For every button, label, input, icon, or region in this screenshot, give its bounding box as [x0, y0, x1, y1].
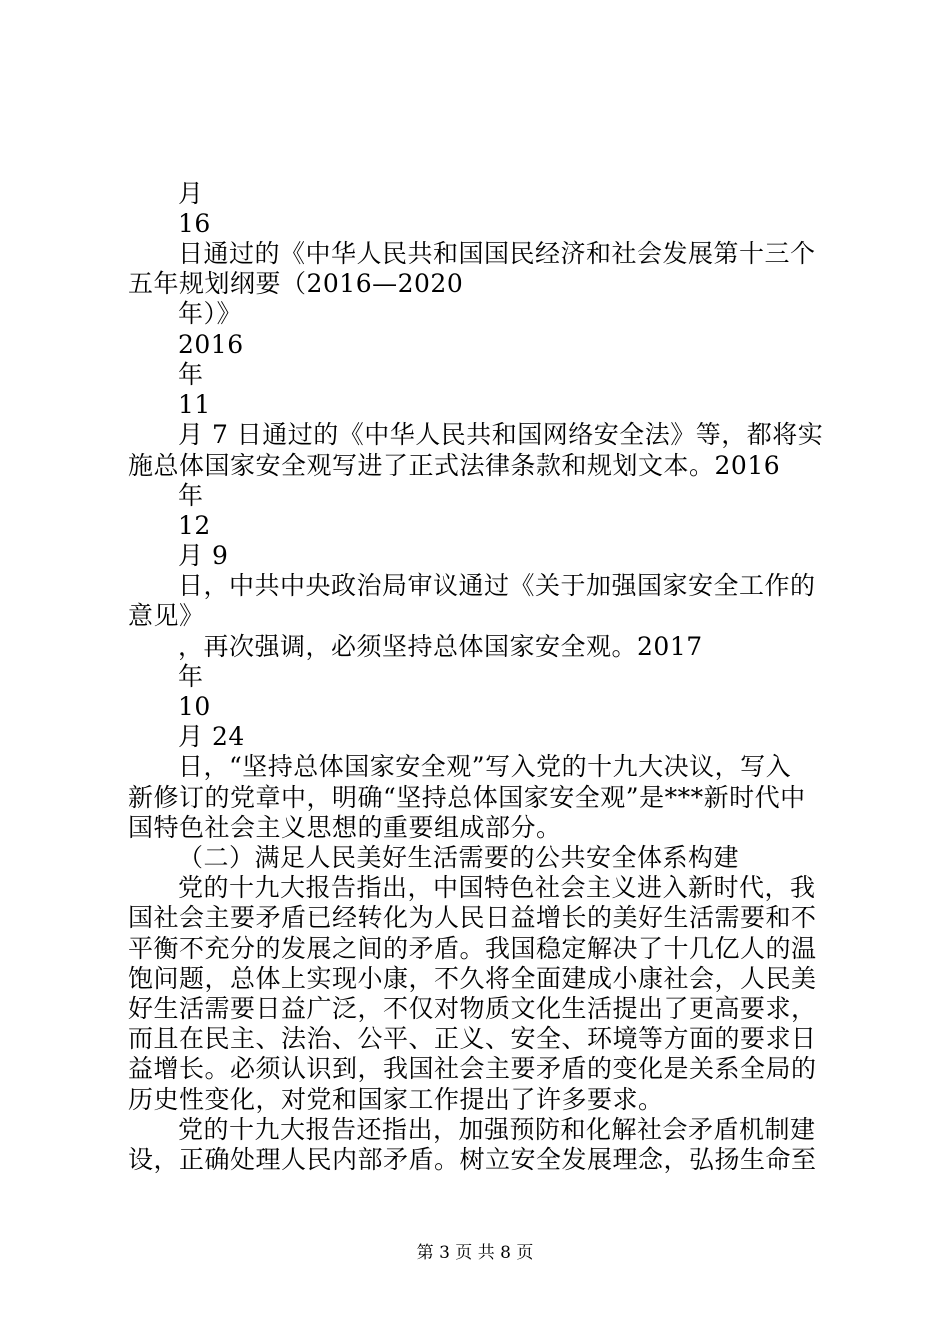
text-line: 而且在民主、法治、公平、正义、安全、环境等方面的要求日	[128, 1024, 817, 1053]
text-line: 党的十九大报告指出，中国特色社会主义进入新时代，我	[178, 873, 816, 902]
text-line: 五年规划纲要（2016—2020	[128, 269, 464, 298]
section-heading: （二）满足人民美好生活需要的公共安全体系构建	[178, 843, 740, 872]
text-line: 施总体国家安全观写进了正式法律条款和规划文本。2016	[128, 451, 781, 480]
text-line: ，再次强调，必须坚持总体国家安全观。2017	[178, 632, 703, 661]
text-line: 年	[178, 360, 204, 389]
text-line: 新修订的党章中，明确“坚持总体国家安全观”是***新时代中	[128, 783, 806, 812]
text-line: 饱问题，总体上实现小康，不久将全面建成小康社会，人民美	[128, 964, 817, 993]
text-line: 年	[178, 662, 204, 691]
text-line: 平衡不充分的发展之间的矛盾。我国稳定解决了十几亿人的温	[128, 934, 817, 963]
text-line: 国特色社会主义思想的重要组成部分。	[128, 813, 562, 842]
text-line: 月 9	[178, 541, 229, 570]
text-line: 月	[178, 179, 204, 208]
text-line: 日，“坚持总体国家安全观”写入党的十九大决议，写入	[178, 752, 792, 781]
text-line: 10	[178, 692, 211, 721]
text-line: 16	[178, 209, 211, 238]
text-line: 年	[178, 481, 204, 510]
text-line: 益增长。必须认识到，我国社会主要矛盾的变化是关系全局的	[128, 1054, 817, 1083]
text-line: 党的十九大报告还指出，加强预防和化解社会矛盾机制建	[178, 1115, 816, 1144]
text-line: 月 24	[178, 722, 245, 751]
page-footer: 第 3 页 共 8 页	[416, 1243, 534, 1263]
text-line: 日通过的《中华人民共和国国民经济和社会发展第十三个	[178, 239, 816, 268]
text-line: 年）》	[178, 299, 243, 328]
text-line: 日，中共中央政治局审议通过《关于加强国家安全工作的	[178, 571, 816, 600]
text-line: 历史性变化，对党和国家工作提出了许多要求。	[128, 1085, 664, 1114]
text-line: 2016	[178, 330, 244, 359]
text-line: 12	[178, 511, 211, 540]
text-line: 11	[178, 390, 211, 419]
text-line: 意见》	[128, 601, 205, 630]
text-line: 月 7 日通过的《中华人民共和国网络安全法》等，都将实	[178, 420, 824, 449]
text-line: 国社会主要矛盾已经转化为人民日益增长的美好生活需要和不	[128, 903, 817, 932]
text-line: 设，正确处理人民内部矛盾。树立安全发展理念，弘扬生命至	[128, 1145, 817, 1174]
text-line: 好生活需要日益广泛，不仅对物质文化生活提出了更高要求，	[128, 994, 817, 1023]
